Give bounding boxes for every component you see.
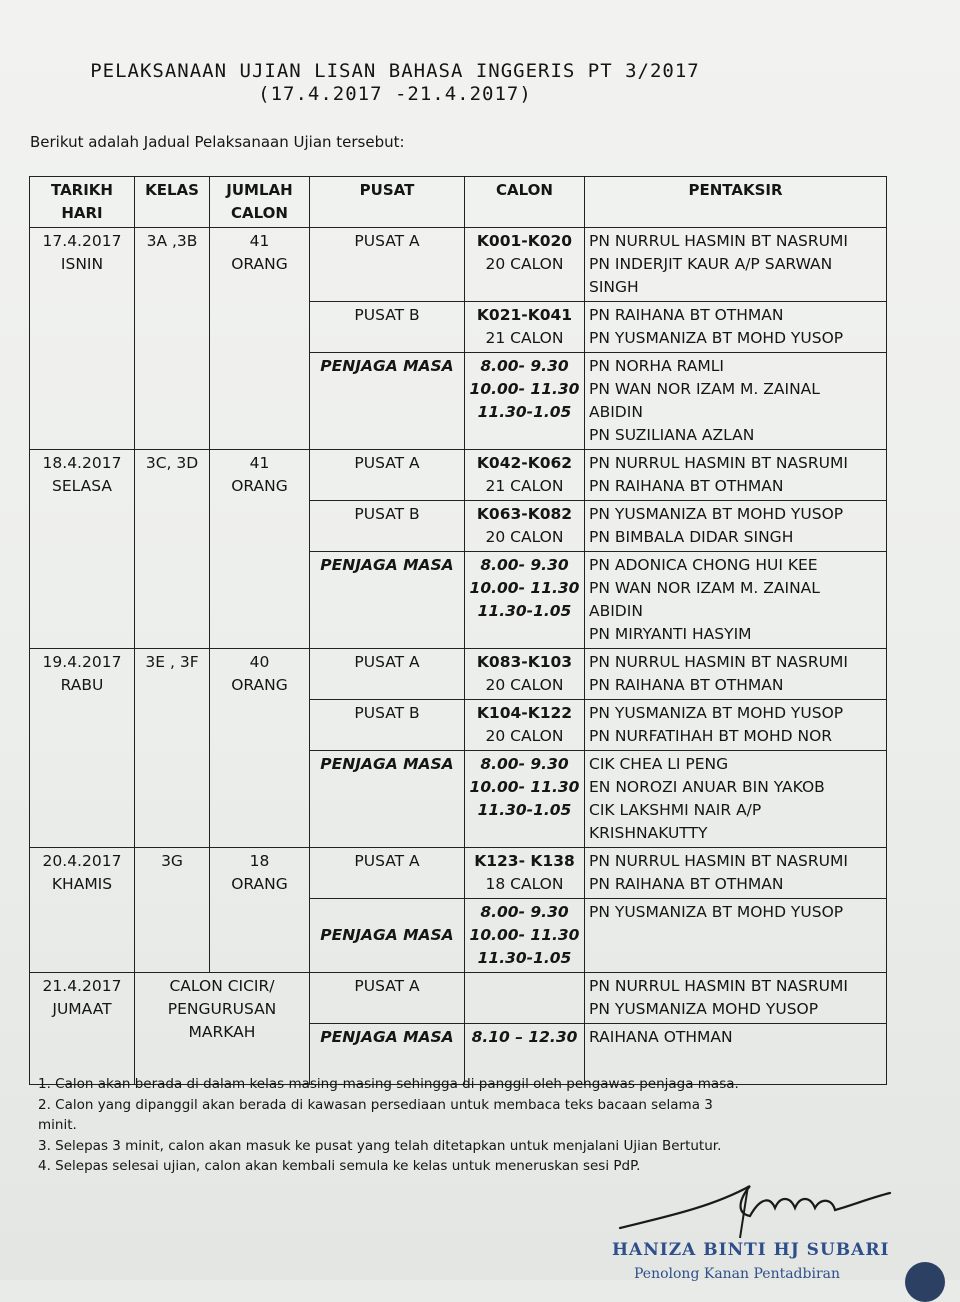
pentaksir-cell: CIK CHEA LI PENG EN NOROZI ANUAR BIN YAKOB CIK LAKSHMI NAIR A/P KRISHNAKUTTY <box>585 751 887 848</box>
time-cell: 8.00- 9.30 10.00- 11.30 11.30-1.05 <box>465 552 585 649</box>
table-row <box>30 649 887 700</box>
pentaksir-cell: PN RAIHANA BT OTHMAN PN YUSMANIZA BT MOHD YUSOP <box>585 302 887 353</box>
header-row <box>30 177 887 228</box>
header-calon: CALON <box>465 177 585 228</box>
pentaksir-cell: PN ADONICA CHONG HUI KEE PN WAN NOR IZAM M. ZAINAL ABIDIN PN MIRYANTI HASYIM <box>585 552 887 649</box>
pusat-cell: PUSAT A <box>310 649 465 700</box>
time-cell: 8.00- 9.30 10.00- 11.30 11.30-1.05 <box>465 353 585 450</box>
header-tarikh: TARIKH HARI <box>30 177 135 228</box>
header-kelas: KELAS <box>135 177 210 228</box>
pusat-cell: PUSAT A <box>310 228 465 302</box>
date-cell: 21.4.2017 JUMAAT <box>30 973 135 1085</box>
penjaga-masa-cell: PENJAGA MASA <box>310 353 465 450</box>
calon-cell: K063-K082 20 CALON <box>465 501 585 552</box>
time-cell: 8.10 – 12.30 <box>465 1024 585 1085</box>
table-row <box>30 450 887 501</box>
table-row <box>30 848 887 899</box>
signatory-name: HANIZA BINTI HJ SUBARI <box>612 1240 890 1260</box>
signatory-role: Penolong Kanan Pentadbiran <box>634 1266 841 1282</box>
pusat-cell: PUSAT A <box>310 973 465 1024</box>
pentaksir-cell: PN NURRUL HASMIN BT NASRUMI PN RAIHANA BT OTHMAN <box>585 450 887 501</box>
jumlah-cell: 40 ORANG <box>210 649 310 848</box>
note-item: 2. Calon yang dipanggil akan berada di kawasan persediaan untuk membaca teks bacaan selama 3 <box>38 1096 713 1113</box>
note-item: 1. Calon akan berada di dalam kelas masing-masing sehingga di panggil oleh pengawas penjaga masa. <box>38 1076 739 1092</box>
table-row <box>30 228 887 302</box>
pusat-cell: PUSAT B <box>310 302 465 353</box>
jumlah-cell: 18 ORANG <box>210 848 310 973</box>
date-cell: 20.4.2017 KHAMIS <box>30 848 135 973</box>
date-cell: 19.4.2017 RABU <box>30 649 135 848</box>
calon-cell: K104-K122 20 CALON <box>465 700 585 751</box>
time-cell: 8.00- 9.30 10.00- 11.30 11.30-1.05 <box>465 751 585 848</box>
calon-cell: K042-K062 21 CALON <box>465 450 585 501</box>
schedule-table <box>29 176 887 1085</box>
calon-cell: K001-K020 20 CALON <box>465 228 585 302</box>
pentaksir-cell: RAIHANA OTHMAN <box>585 1024 887 1085</box>
note-item: 3. Selepas 3 minit, calon akan masuk ke pusat yang telah ditetapkan untuk menjalani Ujian Bertutur. <box>38 1137 722 1154</box>
pentaksir-cell: PN NURRUL HASMIN BT NASRUMI PN RAIHANA BT OTHMAN <box>585 848 887 899</box>
pusat-cell: PUSAT B <box>310 501 465 552</box>
jumlah-cell: 41 ORANG <box>210 450 310 649</box>
pusat-cell: PUSAT A <box>310 450 465 501</box>
calon-cell: K083-K103 20 CALON <box>465 649 585 700</box>
date-cell: 18.4.2017 SELASA <box>30 450 135 649</box>
intro-text: Berikut adalah Jadual Pelaksanaan Ujian tersebut: <box>30 133 405 151</box>
pentaksir-cell: PN YUSMANIZA BT MOHD YUSOP PN NURFATIHAH BT MOHD NOR <box>585 700 887 751</box>
notes-section <box>38 1074 838 1177</box>
penjaga-masa-cell: PENJAGA MASA <box>310 1024 465 1085</box>
date-cell: 17.4.2017 ISNIN <box>30 228 135 450</box>
header-pusat: PUSAT <box>310 177 465 228</box>
kelas-cell: 3C, 3D <box>135 450 210 649</box>
pentaksir-cell: PN NURRUL HASMIN BT NASRUMI PN INDERJIT KAUR A/P SARWAN SINGH <box>585 228 887 302</box>
penjaga-masa-cell: PENJAGA MASA <box>310 552 465 649</box>
pentaksir-cell: PN NURRUL HASMIN BT NASRUMI PN RAIHANA BT OTHMAN <box>585 649 887 700</box>
jumlah-cell: 41 ORANG <box>210 228 310 450</box>
calon-cell: K123- K138 18 CALON <box>465 848 585 899</box>
kelas-cell: 3G <box>135 848 210 973</box>
kelas-cell: 3E , 3F <box>135 649 210 848</box>
kelas-cell: CALON CICIR/ PENGURUSAN MARKAH <box>135 973 310 1085</box>
calon-cell <box>465 973 585 1024</box>
pusat-cell: PUSAT A <box>310 848 465 899</box>
penjaga-masa-cell: PENJAGA MASA <box>310 899 465 973</box>
pusat-cell: PUSAT B <box>310 700 465 751</box>
pentaksir-cell: PN NURRUL HASMIN BT NASRUMI PN YUSMANIZA MOHD YUSOP <box>585 973 887 1024</box>
pentaksir-cell: PN YUSMANIZA BT MOHD YUSOP <box>585 899 887 973</box>
table-row <box>30 973 887 1024</box>
penjaga-masa-cell: PENJAGA MASA <box>310 751 465 848</box>
note-item: minit. <box>38 1117 77 1133</box>
time-cell: 8.00- 9.30 10.00- 11.30 11.30-1.05 <box>465 899 585 973</box>
corner-dot-icon <box>905 1262 945 1302</box>
note-item: 4. Selepas selesai ujian, calon akan kembali semula ke kelas untuk meneruskan sesi PdP. <box>38 1158 641 1174</box>
kelas-cell: 3A ,3B <box>135 228 210 450</box>
calon-cell: K021-K041 21 CALON <box>465 302 585 353</box>
pentaksir-cell: PN YUSMANIZA BT MOHD YUSOP PN BIMBALA DIDAR SINGH <box>585 501 887 552</box>
signature-icon <box>600 1168 900 1248</box>
document-title: PELAKSANAAN UJIAN LISAN BAHASA INGGERIS PT 3/2017 <box>90 60 700 82</box>
pentaksir-cell: PN NORHA RAMLI PN WAN NOR IZAM M. ZAINAL ABIDIN PN SUZILIANA AZLAN <box>585 353 887 450</box>
header-jumlah: JUMLAH CALON <box>210 177 310 228</box>
header-pentaksir: PENTAKSIR <box>585 177 887 228</box>
document-date-range: (17.4.2017 -21.4.2017) <box>258 83 532 105</box>
